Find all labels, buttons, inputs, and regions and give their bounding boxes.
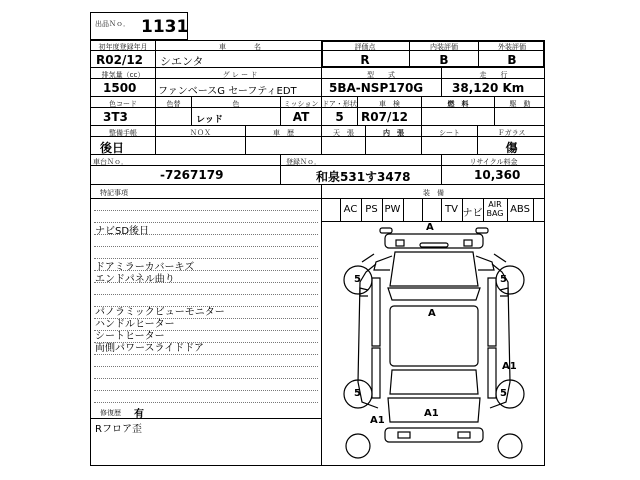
interior-score-label: 内装評価 [430,43,458,51]
sunroof-label: 天 張 [333,129,354,137]
color-code-label: 色コード [109,100,137,108]
note-rule [94,402,318,403]
tire-front-left: 5 [354,274,361,285]
recycle-label: リサイクル料金 [469,158,518,166]
note-rule [94,354,318,355]
equipment-item-1: PS [365,204,378,215]
tire-rear-right: 5 [500,388,507,399]
fuel-label: 燃 料 [447,100,469,108]
equipment-item-7: AIR BAG [486,200,504,218]
color-change-label: 色替 [166,100,181,108]
inspection-label: 車 検 [379,100,400,108]
color-code-value: 3T3 [103,110,128,124]
note-navi: ナビSD後日 [95,226,150,237]
inspection-value: R07/12 [361,110,409,124]
doors-value: 5 [335,110,344,124]
mileage-label: 走 行 [479,71,508,79]
note-rule [94,366,318,367]
note-monitor: パノラミックビューモニター [95,307,225,318]
seat-label: シート [439,129,460,137]
note-rule [94,390,318,391]
note-mirror: ドアミラーカバーキズ [95,262,195,273]
color-label: 色 [232,100,240,108]
note-rule [94,378,318,379]
fglass-label: Ｆガラス [497,129,526,137]
reg-label: 登録Ｎｏ． [286,158,321,166]
nox-label: ＮＯＸ [190,129,211,137]
repair-value: 有 [134,409,144,420]
equipment-item-2: PW [384,204,401,215]
equipment-item-6: ナビ [462,208,483,219]
repair-detail: Rフロア歪 [95,424,142,435]
note-rule [94,294,318,295]
manual-value: 後日 [100,141,125,155]
first-reg-label: 初年度登録年月 [98,43,148,51]
score-value: R [360,53,370,67]
mark-rear: A1 [424,408,439,419]
doors-label: ドア・形状 [322,100,357,108]
car-name-value: シエンタ [160,55,204,68]
tire-rear-left: 5 [354,388,361,399]
grade-value: ファンベースG セーフティEDT [158,86,297,97]
mission-label: ミッション [283,100,319,108]
equipment-item-5: TV [445,204,458,215]
recycle-value: 10,360 [474,168,521,182]
chassis-label: 車台Ｎｏ． [93,158,128,166]
car-name-label: 車 名 [219,43,261,51]
reg-value: 和泉531す3478 [316,170,411,184]
color-value: レッド [196,115,223,125]
equipment-item-8: ABS [510,204,530,215]
chassis-value: -7267179 [160,168,224,182]
lot-number-label: 出品Ｎｏ． [95,20,130,28]
model-value: 5BA-NSP170G [329,81,424,95]
drive-label: 駆 動 [509,100,531,108]
lot-number: 1131 [141,17,189,37]
equipment-item-0: AC [343,204,358,215]
lot-number-box [90,12,188,40]
note-end-panel: エンドパネル曲り [95,274,175,285]
first-reg-value: R02/12 [96,53,144,67]
note-rule [94,246,318,247]
repair-label: 修復歴 [100,409,121,417]
car-damage-diagram [322,222,545,466]
mark-roof: A [428,308,436,319]
note-seat-heater: シートヒーター [95,331,165,342]
mileage-value: 38,120 Km [452,81,525,95]
interior-trim-label: 内 張 [383,129,404,137]
exterior-score-label: 外装評価 [498,43,526,51]
mark-front: A [426,222,434,233]
score-label: 評価点 [354,43,376,51]
mission-value: AT [292,110,310,124]
history-label: 車 歴 [273,129,294,137]
equipment-header: 装 備 [423,189,444,197]
mark-rear-left: A1 [370,415,385,426]
note-handle-heater: ハンドルヒーター [95,319,175,330]
fglass-value: 傷 [505,141,518,155]
exterior-score-value: B [507,53,517,67]
grade-label: グ レ ー ド [222,71,258,79]
displacement-label: 排気量（cc） [101,71,145,79]
mark-right-rear: A1 [502,361,517,372]
manual-label: 整備手帳 [109,129,137,137]
note-slide-door: 両側パワースライドドア [95,343,204,354]
model-label: 型 式 [367,71,395,79]
displacement-value: 1500 [103,81,137,95]
notes-header: 特記事項 [100,189,128,197]
note-rule [94,210,318,211]
interior-score-value: B [439,53,449,67]
tire-front-right: 5 [500,274,507,285]
